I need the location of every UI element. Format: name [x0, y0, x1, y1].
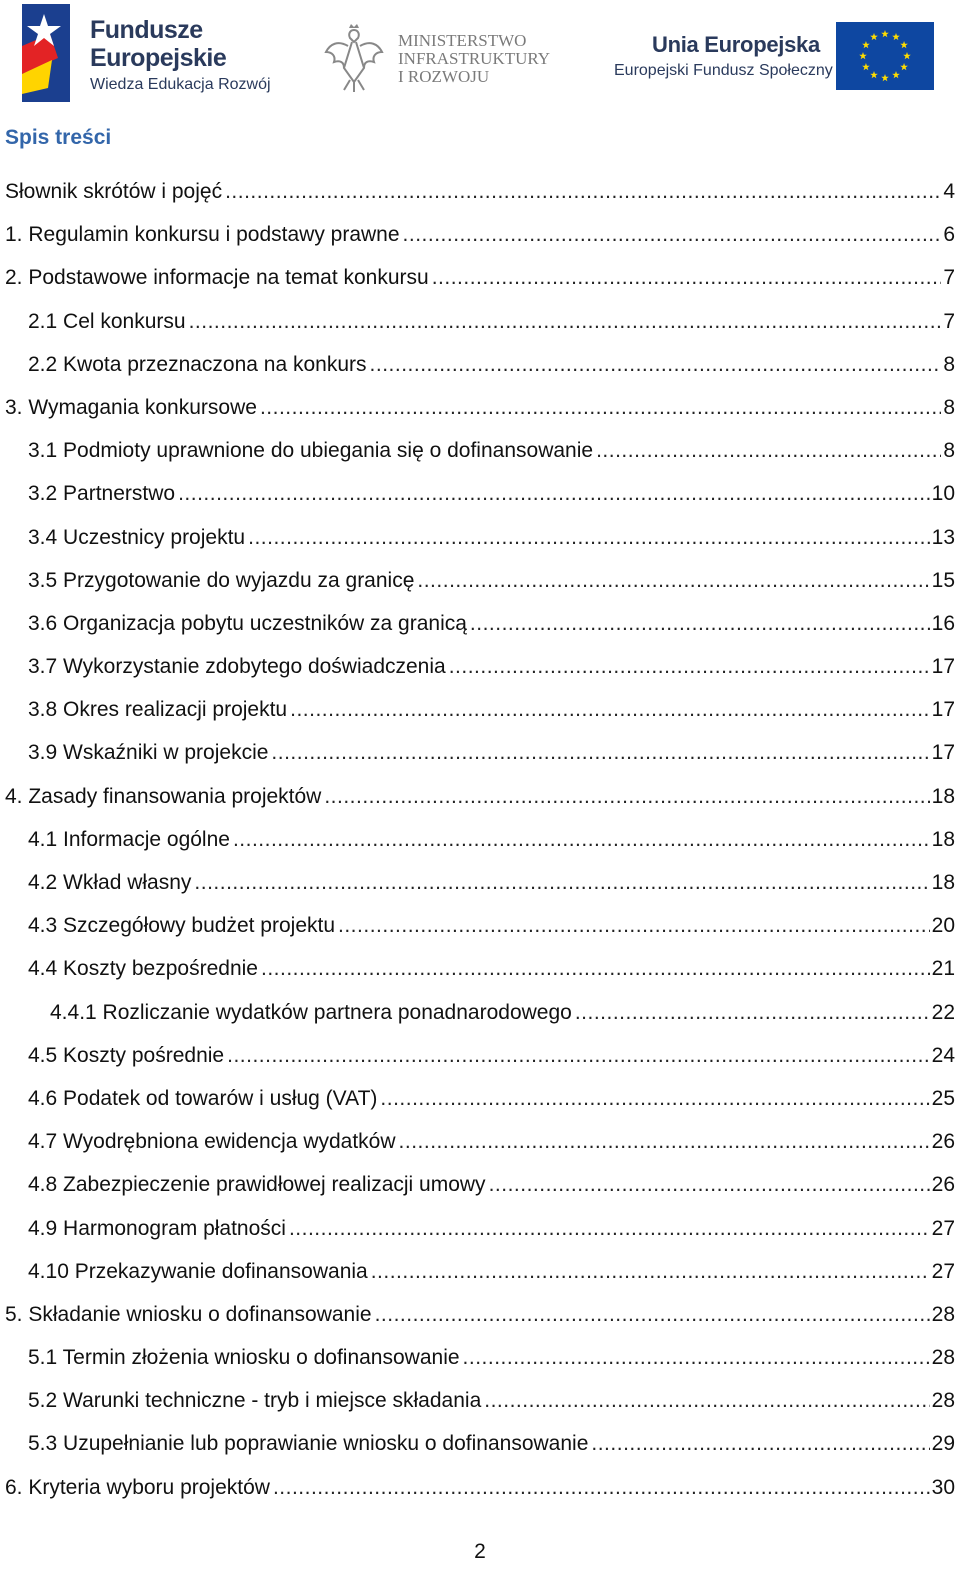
toc-entry-page[interactable]: 27 — [931, 1216, 955, 1240]
ministry-line3: I ROZWOJU — [398, 67, 490, 86]
toc-leader-dots — [449, 645, 930, 689]
toc-entry-page[interactable]: 28 — [931, 1389, 955, 1413]
toc-entry[interactable] — [0, 1379, 960, 1422]
toc-entry-title[interactable]: 4.4.1 Rozliczanie wydatków partnera ponadnarodowego — [50, 1000, 572, 1024]
toc-leader-dots — [463, 1336, 930, 1380]
toc-entry[interactable] — [0, 861, 960, 904]
toc-entry[interactable] — [0, 300, 960, 343]
page-number: 2 — [474, 1540, 486, 1563]
toc-leader-dots — [596, 429, 941, 473]
toc-entry-page[interactable]: 17 — [931, 741, 955, 765]
toc-entry-title[interactable]: 5. Składanie wniosku o dofinansowanie — [5, 1302, 372, 1326]
toc-leader-dots — [227, 1034, 930, 1078]
toc-leader-dots — [233, 818, 930, 862]
toc-entry-page[interactable]: 21 — [931, 957, 955, 981]
toc-entry-page[interactable]: 8 — [943, 352, 955, 376]
ministry-logo — [322, 22, 562, 98]
toc-leader-dots — [324, 775, 929, 819]
toc-entry[interactable] — [0, 429, 960, 472]
toc-entry-title[interactable]: 3.8 Okres realizacji projektu — [28, 698, 288, 722]
fe-title-line1: Fundusze — [90, 16, 203, 44]
toc-entry-page[interactable]: 25 — [931, 1086, 955, 1110]
toc-entry-page[interactable]: 4 — [943, 180, 955, 203]
toc-leader-dots — [489, 1163, 930, 1207]
toc-leader-dots — [399, 1120, 930, 1164]
toc-entry-page[interactable]: 27 — [931, 1259, 955, 1283]
toc-leader-dots — [591, 1422, 929, 1466]
toc-entry-title[interactable]: 4.2 Wkład własny — [28, 871, 192, 894]
eu-flag-icon — [836, 22, 934, 90]
toc-leader-dots — [470, 602, 930, 646]
toc-entry-title[interactable]: Słownik skrótów i pojęć — [5, 180, 223, 203]
toc-entry[interactable] — [0, 1336, 960, 1379]
toc-entry-page[interactable]: 7 — [943, 309, 955, 333]
toc-entry[interactable] — [0, 731, 960, 774]
toc-entry-title[interactable]: 2.1 Cel konkursu — [28, 309, 186, 333]
toc-entry-title[interactable]: 4.8 Zabezpieczenie prawidłowej realizacji umowy — [28, 1173, 486, 1197]
toc-entry-page[interactable]: 10 — [931, 482, 955, 506]
toc-entry-title[interactable]: 4.9 Harmonogram płatności — [28, 1216, 286, 1240]
toc-entry-page[interactable]: 28 — [931, 1346, 955, 1370]
toc-entry-title[interactable]: 4.7 Wyodrębniona ewidencja wydatków — [28, 1130, 396, 1154]
toc-leader-dots — [575, 991, 930, 1035]
toc-entry[interactable] — [0, 1120, 960, 1163]
toc-entry-title[interactable]: 5.2 Warunki techniczne - tryb i miejsce składania — [28, 1389, 482, 1413]
toc-entry-title[interactable]: 2.2 Kwota przeznaczona na konkurs — [28, 352, 367, 376]
toc-entry[interactable] — [0, 1466, 960, 1509]
eu-fund-name: Europejski Fundusz Społeczny — [614, 62, 833, 79]
toc-entry-title[interactable]: 4.10 Przekazywanie dofinansowania — [28, 1259, 368, 1283]
toc-entry-page[interactable]: 24 — [931, 1043, 955, 1067]
toc-entry[interactable] — [0, 170, 960, 213]
toc-entry-page[interactable]: 8 — [943, 395, 955, 419]
toc-entry[interactable] — [0, 688, 960, 731]
toc-entry[interactable] — [0, 472, 960, 515]
toc-entry[interactable] — [0, 904, 960, 947]
toc-leader-dots — [289, 1207, 930, 1251]
toc-leader-dots — [371, 1250, 930, 1294]
toc-leader-dots — [178, 472, 930, 516]
toc-leader-dots — [370, 343, 942, 387]
toc-entry[interactable] — [0, 1077, 960, 1120]
toc-leader-dots — [261, 947, 930, 991]
toc-entry-page[interactable]: 29 — [931, 1432, 955, 1456]
toc-entry-page[interactable]: 20 — [931, 914, 955, 938]
toc-entry-page[interactable]: 26 — [931, 1173, 955, 1197]
header-logos — [0, 0, 960, 110]
toc-leader-dots — [248, 516, 930, 560]
toc-leader-dots — [417, 559, 929, 603]
toc-entry-page[interactable]: 30 — [931, 1475, 955, 1499]
toc-entry[interactable] — [0, 559, 960, 602]
toc-entry-page[interactable]: 13 — [931, 525, 955, 549]
toc-leader-dots — [273, 1466, 930, 1510]
toc-entry[interactable] — [0, 516, 960, 559]
fe-tagline: Wiedza Edukacja Rozwój — [90, 76, 271, 93]
toc-entry[interactable] — [0, 645, 960, 688]
toc-entry-title[interactable]: 3.2 Partnerstwo — [28, 482, 176, 506]
toc-entry[interactable] — [0, 1163, 960, 1206]
toc-list — [0, 170, 960, 1509]
toc-entry[interactable] — [0, 1250, 960, 1293]
toc-entry[interactable] — [0, 213, 960, 256]
toc-entry[interactable] — [0, 256, 960, 299]
toc-entry[interactable] — [0, 343, 960, 386]
toc-entry-page[interactable]: 26 — [931, 1130, 955, 1154]
toc-leader-dots — [484, 1379, 929, 1423]
toc-entry-page[interactable]: 22 — [931, 1000, 955, 1024]
eu-logo — [612, 26, 934, 96]
fe-title-line2: Europejskie — [90, 44, 227, 72]
fe-flag-icon — [22, 4, 76, 102]
toc-entry-page[interactable]: 16 — [931, 611, 955, 635]
toc-entry-title[interactable]: 4.4 Koszty bezpośrednie — [28, 957, 258, 981]
toc-leader-dots — [432, 256, 942, 300]
fundusze-europejskie-logo — [22, 4, 272, 104]
toc-entry-title[interactable]: 1. Regulamin konkursu i podstawy prawne — [5, 223, 400, 247]
toc-entry-title[interactable]: 3.4 Uczestnicy projektu — [28, 525, 246, 549]
toc-entry-page[interactable]: 6 — [943, 223, 955, 247]
toc-title: Spis treści — [5, 126, 112, 149]
toc-entry[interactable] — [0, 991, 960, 1034]
toc-entry[interactable] — [0, 1207, 960, 1250]
toc-entry-title[interactable]: 3.1 Podmioty uprawnione do ubiegania się o dofinansowanie — [28, 439, 594, 463]
toc-entry[interactable] — [0, 818, 960, 861]
toc-entry-page[interactable]: 15 — [931, 568, 955, 592]
toc-entry-page[interactable]: 18 — [931, 827, 955, 851]
ministry-name — [398, 32, 550, 86]
toc-leader-dots — [271, 731, 929, 775]
toc-leader-dots — [403, 213, 942, 257]
toc-leader-dots — [260, 386, 941, 430]
ministry-line2: INFRASTRUKTURY — [398, 49, 551, 68]
toc-entry-title[interactable]: 4.5 Koszty pośrednie — [28, 1043, 225, 1067]
toc-entry-title[interactable]: 4.6 Podatek od towarów i usług (VAT) — [28, 1086, 378, 1110]
toc-entry-title[interactable]: 2. Podstawowe informacje na temat konkursu — [5, 266, 429, 290]
toc-entry-page[interactable]: 28 — [931, 1302, 955, 1326]
toc-leader-dots — [189, 300, 942, 344]
toc-entry-title[interactable]: 3.9 Wskaźniki w projekcie — [28, 741, 269, 765]
toc-entry[interactable] — [0, 386, 960, 429]
toc-entry[interactable] — [0, 602, 960, 645]
toc-entry-title[interactable]: 5.1 Termin złożenia wniosku o dofinansowanie — [28, 1346, 460, 1370]
toc-entry-title[interactable]: 3.5 Przygotowanie do wyjazdu za granicę — [28, 568, 415, 592]
toc-entry-title[interactable]: 3.7 Wykorzystanie zdobytego doświadczenia — [28, 655, 446, 679]
toc-leader-dots — [338, 904, 930, 948]
toc-entry-page[interactable]: 7 — [943, 266, 955, 290]
toc-entry-page[interactable]: 17 — [931, 698, 955, 722]
eu-title: Unia Europejska — [652, 32, 820, 57]
toc-entry[interactable] — [0, 947, 960, 990]
toc-entry-title[interactable]: 4.1 Informacje ogólne — [28, 827, 230, 851]
toc-leader-dots — [380, 1077, 929, 1121]
toc-entry-title[interactable]: 6. Kryteria wyboru projektów — [5, 1475, 270, 1499]
toc-leader-dots — [225, 170, 941, 214]
toc-entry[interactable] — [0, 1422, 960, 1465]
toc-entry[interactable] — [0, 775, 960, 818]
toc-entry-title[interactable]: 3. Wymagania konkursowe — [5, 395, 257, 419]
toc-entry-title[interactable]: 3.6 Organizacja pobytu uczestników za granicą — [28, 611, 467, 635]
toc-entry-title[interactable]: 4. Zasady finansowania projektów — [5, 784, 322, 808]
toc-entry-title[interactable]: 4.3 Szczegółowy budżet projektu — [28, 914, 336, 938]
eagle-icon — [322, 22, 386, 94]
toc-entry[interactable] — [0, 1034, 960, 1077]
toc-entry-page[interactable]: 17 — [931, 655, 955, 679]
toc-entry-page[interactable]: 18 — [931, 784, 955, 808]
toc-entry[interactable] — [0, 1293, 960, 1336]
ministry-line1: MINISTERSTWO — [398, 31, 527, 50]
toc-leader-dots — [375, 1293, 930, 1337]
toc-entry-page[interactable]: 18 — [931, 871, 955, 894]
toc-entry-page[interactable]: 8 — [943, 439, 955, 463]
toc-leader-dots — [194, 861, 929, 905]
toc-leader-dots — [290, 688, 930, 732]
toc-entry-title[interactable]: 5.3 Uzupełnianie lub poprawianie wniosku o dofinansowanie — [28, 1432, 589, 1456]
